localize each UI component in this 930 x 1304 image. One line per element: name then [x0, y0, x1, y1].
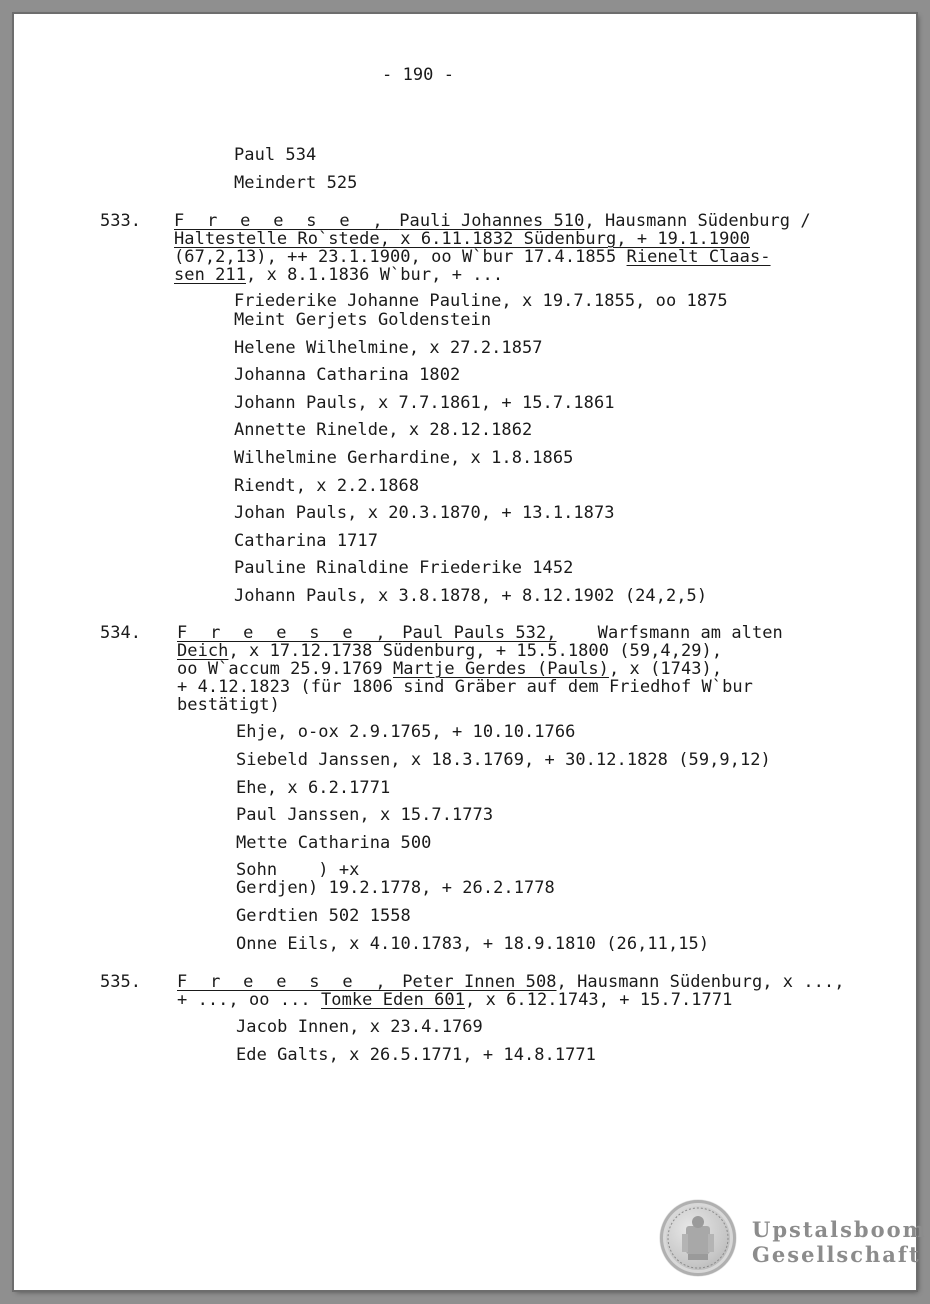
spouse-reference: Tomke Eden 601	[321, 990, 465, 1010]
parent-reference: Pauli Johannes 510	[399, 211, 585, 231]
continuation-child: Meindert 525	[234, 173, 358, 193]
child-entry: Paul Janssen, x 15.7.1773	[236, 805, 494, 825]
child-entry: Gerdtien 502 1558	[236, 906, 411, 926]
entry-number-535: 535.	[100, 972, 141, 992]
surname: F r e e s e ,	[177, 623, 392, 643]
child-entry: Meint Gerjets Goldenstein	[234, 310, 492, 330]
spouse-reference: Martje Gerdes (Pauls)	[392, 659, 609, 679]
entry-533-line-3: (67,2,13), ++ 23.1.1900, oo W`bur 17.4.1855 Rienelt Claas-	[174, 247, 771, 267]
entry-533-line-1: F r e e s e , Pauli Johannes 510, Hausmann Südenburg /	[174, 211, 811, 231]
logo-text-upstalsboom: Upstalsboom	[752, 1217, 927, 1242]
entry-534-line-5: bestätigt)	[177, 695, 280, 715]
child-entry: Friederike Johanne Pauline, x 19.7.1855, oo 1875	[234, 291, 728, 311]
child-entry: Wilhelmine Gerhardine, x 1.8.1865	[234, 448, 574, 468]
child-entry: Pauline Rinaldine Friederike 1452	[234, 558, 574, 578]
parent-reference: Peter Innen 508	[402, 972, 557, 992]
child-entry: Catharina 1717	[234, 531, 378, 551]
spouse-reference: Rienelt Claas-	[626, 247, 771, 267]
child-entry: Johann Pauls, x 3.8.1878, + 8.12.1902 (24,2,5)	[234, 586, 708, 606]
child-entry: Ede Galts, x 26.5.1771, + 14.8.1771	[236, 1045, 596, 1065]
parent-reference: Paul Pauls 532,	[402, 623, 557, 643]
surname: F r e e s e ,	[177, 972, 392, 992]
document-page	[14, 14, 927, 1290]
child-entry: Johanna Catharina 1802	[234, 365, 461, 385]
entry-number-534: 534.	[100, 623, 141, 643]
surname: F r e e s e ,	[174, 211, 389, 231]
child-entry: Helene Wilhelmine, x 27.2.1857	[234, 338, 543, 358]
entry-534-line-3: oo W`accum 25.9.1769 Martje Gerdes (Pauls), x (1743),	[177, 659, 723, 679]
child-entry: Johan Pauls, x 20.3.1870, + 13.1.1873	[234, 503, 615, 523]
child-entry: Mette Catharina 500	[236, 833, 432, 853]
entry-number-533: 533.	[100, 211, 141, 231]
continuation-child: Paul 534	[234, 145, 317, 165]
child-entry: Riendt, x 2.2.1868	[234, 476, 420, 496]
child-entry: Johann Pauls, x 7.7.1861, + 15.7.1861	[234, 393, 615, 413]
entry-534-line-4: + 4.12.1823 (für 1806 sind Gräber auf dem Friedhof W`bur	[177, 677, 753, 697]
child-entry: Ehe, x 6.2.1771	[236, 778, 391, 798]
spouse-reference: sen 211	[174, 265, 246, 285]
child-entry: Ehje, o-ox 2.9.1765, + 10.10.1766	[236, 722, 576, 742]
entry-533-line-4: sen 211, x 8.1.1836 W`bur, + ...	[174, 265, 504, 285]
entry-534-line-2: Deich, x 17.12.1738 Südenburg, + 15.5.1800 (59,4,29),	[177, 641, 723, 661]
child-entry: Sohn ) +x	[236, 860, 360, 880]
entry-535-line-1: F r e e s e , Peter Innen 508, Hausmann Südenburg, x ...,	[177, 972, 845, 992]
entry-535-line-2: + ..., oo ... Tomke Eden 601, x 6.12.1743, + 15.7.1771	[177, 990, 733, 1010]
entry-533-line-2: Haltestelle Ro`stede, x 6.11.1832 Südenburg, + 19.1.1900	[174, 229, 750, 249]
seal-logo-icon	[660, 1200, 736, 1276]
logo-text-gesellschaft: Gesellschaft	[752, 1242, 921, 1267]
child-entry: Onne Eils, x 4.10.1783, + 18.9.1810 (26,11,15)	[236, 934, 710, 954]
child-entry: Annette Rinelde, x 28.12.1862	[234, 420, 533, 440]
seal-figure-icon	[660, 1200, 736, 1276]
page-number: - 190 -	[382, 65, 454, 85]
child-entry: Gerdjen) 19.2.1778, + 26.2.1778	[236, 878, 555, 898]
child-entry: Jacob Innen, x 23.4.1769	[236, 1017, 483, 1037]
entry-534-line-1: F r e e s e , Paul Pauls 532, Warfsmann am alten	[177, 623, 783, 643]
child-entry: Siebeld Janssen, x 18.3.1769, + 30.12.1828 (59,9,12)	[236, 750, 771, 770]
